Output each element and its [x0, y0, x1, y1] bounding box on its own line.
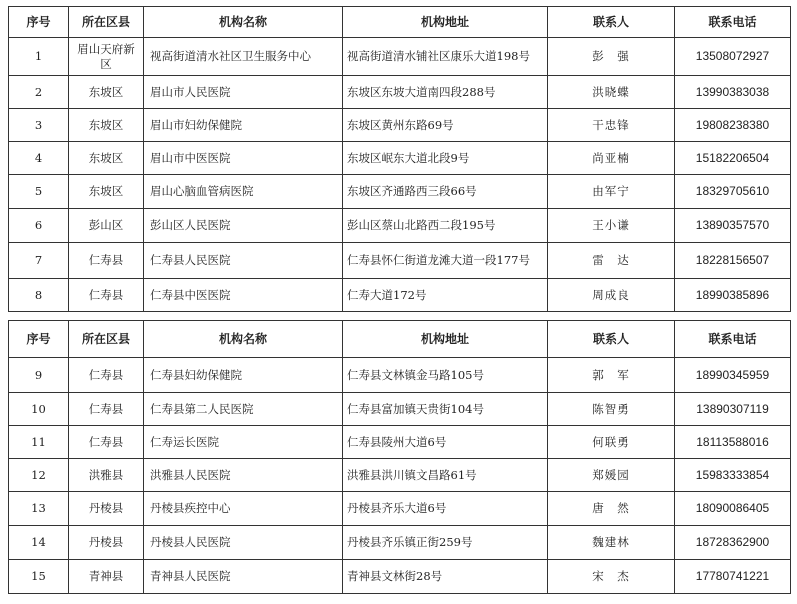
institution-name-cell: 眉山心脑血管病医院 [144, 175, 343, 209]
contact-person-cell: 雷 达 [548, 243, 675, 279]
institution-address-cell: 仁寿大道172号 [343, 279, 548, 312]
district-cell: 仁寿县 [69, 358, 144, 393]
table-header [9, 7, 791, 38]
institution-name-cell: 视高街道清水社区卫生服务中心 [144, 38, 343, 76]
header-row [9, 321, 791, 358]
column-header: 联系电话 [675, 7, 791, 38]
table-row [9, 76, 791, 109]
institution-table-part-2 [8, 320, 791, 594]
column-header: 序号 [9, 321, 69, 358]
serial-cell: 6 [9, 209, 69, 243]
institution-address-cell: 仁寿县陵州大道6号 [343, 426, 548, 459]
institution-name-cell: 丹棱县人民医院 [144, 526, 343, 560]
institution-address-cell: 视高街道清水铺社区康乐大道198号 [343, 38, 548, 76]
institution-name-cell: 青神县人民医院 [144, 560, 343, 594]
table-row [9, 279, 791, 312]
institution-name-cell: 丹棱县疾控中心 [144, 492, 343, 526]
table-row [9, 358, 791, 393]
table-body [9, 38, 791, 312]
serial-cell: 11 [9, 426, 69, 459]
serial-cell: 14 [9, 526, 69, 560]
contact-phone-cell: 13890307119 [675, 393, 791, 426]
institution-name-cell: 仁寿县人民医院 [144, 243, 343, 279]
contact-person-cell: 郭 军 [548, 358, 675, 393]
institution-address-cell: 丹棱县齐乐大道6号 [343, 492, 548, 526]
contact-person-cell: 尚亚楠 [548, 142, 675, 175]
contact-phone-cell: 18090086405 [675, 492, 791, 526]
contact-phone-cell: 15983333854 [675, 459, 791, 492]
institution-name-cell: 眉山市中医医院 [144, 142, 343, 175]
contact-phone-cell: 18728362900 [675, 526, 791, 560]
contact-person-cell: 宋 杰 [548, 560, 675, 594]
column-header: 机构名称 [144, 321, 343, 358]
district-cell: 眉山天府新区 [69, 38, 144, 76]
table-row [9, 142, 791, 175]
serial-cell: 2 [9, 76, 69, 109]
table-header [9, 321, 791, 358]
column-header: 机构地址 [343, 7, 548, 38]
district-cell: 青神县 [69, 560, 144, 594]
header-row [9, 7, 791, 38]
institution-name-cell: 眉山市妇幼保健院 [144, 109, 343, 142]
contact-person-cell: 陈智勇 [548, 393, 675, 426]
contact-phone-cell: 18990385896 [675, 279, 791, 312]
district-cell: 东坡区 [69, 109, 144, 142]
column-header: 序号 [9, 7, 69, 38]
contact-person-cell: 唐 然 [548, 492, 675, 526]
institution-name-cell: 仁寿县第二人民医院 [144, 393, 343, 426]
institution-address-cell: 东坡区齐通路西三段66号 [343, 175, 548, 209]
contact-person-cell: 干忠锋 [548, 109, 675, 142]
contact-phone-cell: 15182206504 [675, 142, 791, 175]
district-cell: 丹棱县 [69, 492, 144, 526]
contact-phone-cell: 18990345959 [675, 358, 791, 393]
contact-phone-cell: 18329705610 [675, 175, 791, 209]
contact-person-cell: 何联勇 [548, 426, 675, 459]
contact-person-cell: 洪晓蝶 [548, 76, 675, 109]
column-header: 联系人 [548, 7, 675, 38]
table-row [9, 426, 791, 459]
contact-phone-cell: 17780741221 [675, 560, 791, 594]
table-row [9, 459, 791, 492]
contact-phone-cell: 13508072927 [675, 38, 791, 76]
institution-table-part-1 [8, 6, 791, 312]
institution-name-cell: 洪雅县人民医院 [144, 459, 343, 492]
contact-person-cell: 彭 强 [548, 38, 675, 76]
institution-name-cell: 仁寿运长医院 [144, 426, 343, 459]
serial-cell: 15 [9, 560, 69, 594]
serial-cell: 5 [9, 175, 69, 209]
institution-name-cell: 仁寿县妇幼保健院 [144, 358, 343, 393]
table-row [9, 492, 791, 526]
district-cell: 彭山区 [69, 209, 144, 243]
serial-cell: 7 [9, 243, 69, 279]
table-row [9, 175, 791, 209]
serial-cell: 10 [9, 393, 69, 426]
table-row [9, 38, 791, 76]
contact-phone-cell: 18228156507 [675, 243, 791, 279]
table-row [9, 243, 791, 279]
district-cell: 东坡区 [69, 142, 144, 175]
institution-name-cell: 仁寿县中医医院 [144, 279, 343, 312]
institution-address-cell: 东坡区黄州东路69号 [343, 109, 548, 142]
institution-address-cell: 洪雅县洪川镇文昌路61号 [343, 459, 548, 492]
serial-cell: 1 [9, 38, 69, 76]
district-cell: 丹棱县 [69, 526, 144, 560]
institution-name-cell: 彭山区人民医院 [144, 209, 343, 243]
contact-person-cell: 王小谦 [548, 209, 675, 243]
district-cell: 仁寿县 [69, 393, 144, 426]
column-header: 机构名称 [144, 7, 343, 38]
contact-person-cell: 郑媛园 [548, 459, 675, 492]
district-cell: 东坡区 [69, 76, 144, 109]
contact-person-cell: 魏建林 [548, 526, 675, 560]
column-header: 所在区县 [69, 321, 144, 358]
column-header: 联系人 [548, 321, 675, 358]
institution-address-cell: 东坡区岷东大道北段9号 [343, 142, 548, 175]
contact-phone-cell: 13990383038 [675, 76, 791, 109]
district-cell: 洪雅县 [69, 459, 144, 492]
table-row [9, 209, 791, 243]
serial-cell: 3 [9, 109, 69, 142]
table-row [9, 109, 791, 142]
institution-address-cell: 仁寿县怀仁街道龙滩大道一段177号 [343, 243, 548, 279]
institution-name-cell: 眉山市人民医院 [144, 76, 343, 109]
institution-address-cell: 仁寿县文林镇金马路105号 [343, 358, 548, 393]
serial-cell: 4 [9, 142, 69, 175]
serial-cell: 9 [9, 358, 69, 393]
serial-cell: 8 [9, 279, 69, 312]
district-cell: 仁寿县 [69, 426, 144, 459]
serial-cell: 12 [9, 459, 69, 492]
column-header: 联系电话 [675, 321, 791, 358]
district-cell: 仁寿县 [69, 243, 144, 279]
district-cell: 仁寿县 [69, 279, 144, 312]
contact-person-cell: 由军宁 [548, 175, 675, 209]
institution-address-cell: 丹棱县齐乐镇正街259号 [343, 526, 548, 560]
contact-person-cell: 周成良 [548, 279, 675, 312]
institution-address-cell: 彭山区蔡山北路西二段195号 [343, 209, 548, 243]
institution-address-cell: 青神县文林街28号 [343, 560, 548, 594]
table-body [9, 358, 791, 594]
table-row [9, 526, 791, 560]
table-row [9, 393, 791, 426]
column-header: 所在区县 [69, 7, 144, 38]
column-header: 机构地址 [343, 321, 548, 358]
table-row [9, 560, 791, 594]
contact-phone-cell: 19808238380 [675, 109, 791, 142]
serial-cell: 13 [9, 492, 69, 526]
institution-address-cell: 东坡区东坡大道南四段288号 [343, 76, 548, 109]
contact-phone-cell: 13890357570 [675, 209, 791, 243]
district-cell: 东坡区 [69, 175, 144, 209]
institution-address-cell: 仁寿县富加镇天贵街104号 [343, 393, 548, 426]
contact-phone-cell: 18113588016 [675, 426, 791, 459]
